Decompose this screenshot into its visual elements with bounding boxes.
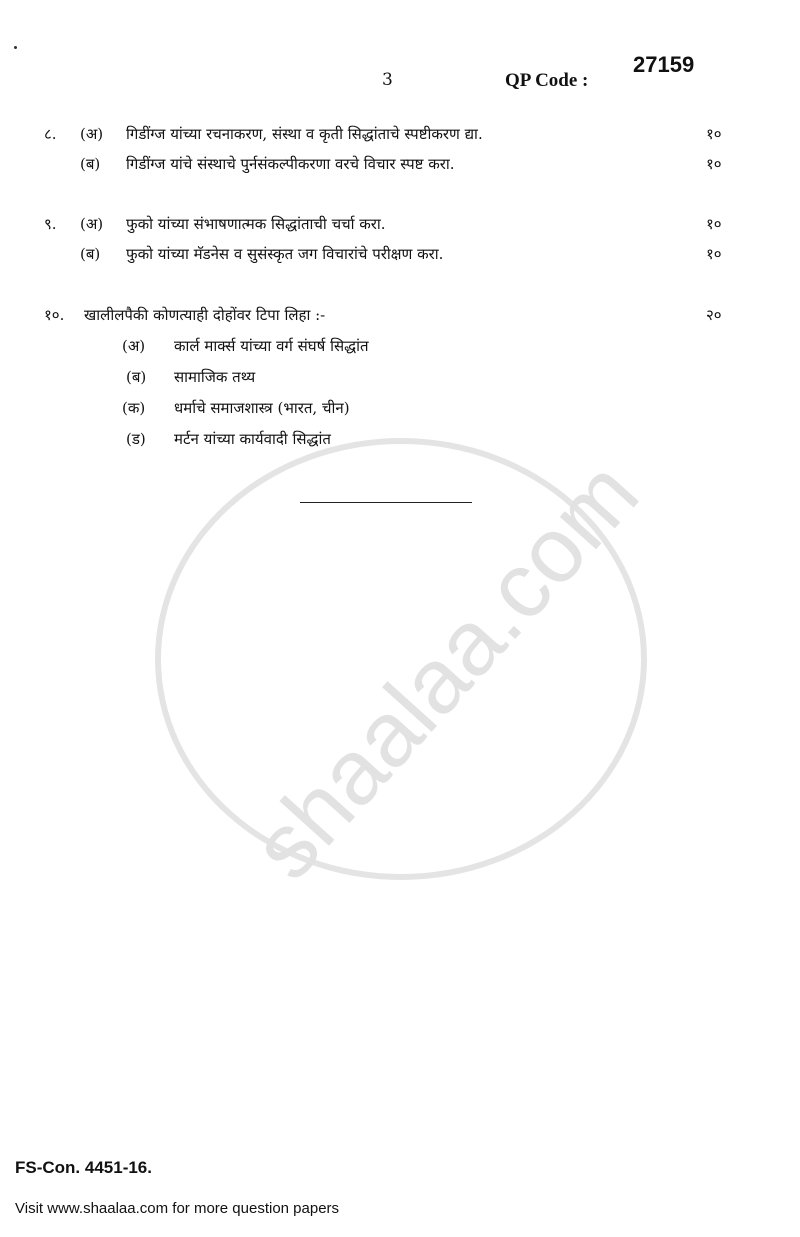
footer-visit-text: Visit www.shaalaa.com for more question papers (15, 1200, 340, 1217)
question-8a-marks: १० (706, 125, 722, 143)
question-9b-label: (ब) (80, 245, 101, 263)
question-10a-text: कार्ल मार्क्स यांच्या वर्ग संघर्ष सिद्धांत (174, 337, 369, 355)
question-10b-label: (ब) (126, 368, 147, 386)
question-number-9: ९. (44, 215, 57, 233)
question-10d-text: मर्टन यांच्या कार्यवादी सिद्धांत (174, 430, 331, 448)
question-8b-label: (ब) (80, 155, 101, 173)
qp-code-label: QP Code : (505, 70, 589, 91)
question-10c-text: धर्माचे समाजशास्त्र (भारत, चीन) (174, 399, 350, 417)
question-9a-text: फुको यांच्या संभाषणात्मक सिद्धांताची चर्चा करा. (126, 215, 386, 233)
question-9a-marks: १० (706, 215, 722, 233)
qp-code-value: 27159 (633, 52, 695, 77)
footer-paper-code: FS-Con. 4451-16. (15, 1158, 152, 1177)
question-10c-label: (क) (122, 399, 146, 417)
question-8b-marks: १० (706, 155, 722, 173)
question-9a-label: (अ) (80, 215, 104, 233)
question-8b-text: गिडींग्ज यांचे संस्थाचे पुर्नसंकल्पीकरणा वरचे विचार स्पष्ट करा. (126, 155, 455, 173)
question-number-10: १०. (44, 306, 65, 324)
scan-speck (14, 46, 17, 49)
question-8a-label: (अ) (80, 125, 104, 143)
question-9b-text: फुको यांच्या मॅडनेस व सुसंस्कृत जग विचारांचे परीक्षण करा. (126, 245, 444, 263)
question-10d-label: (ड) (126, 430, 146, 448)
watermark-text: shaalaa.com (233, 442, 658, 899)
question-9b-marks: १० (706, 245, 722, 263)
question-10b-text: सामाजिक तथ्य (174, 368, 256, 386)
question-10a-label: (अ) (122, 337, 146, 355)
question-10-text: खालीलपैकी कोणत्याही दोहोंवर टिपा लिहा :- (84, 306, 326, 324)
question-number-8: ८. (44, 125, 57, 143)
question-10-marks: २० (706, 306, 722, 324)
question-8a-text: गिडींग्ज यांच्या रचनाकरण, संस्था व कृती सिद्धांताचे स्पष्टीकरण द्या. (126, 125, 483, 143)
page-number: 3 (382, 70, 393, 90)
end-divider (300, 502, 472, 503)
